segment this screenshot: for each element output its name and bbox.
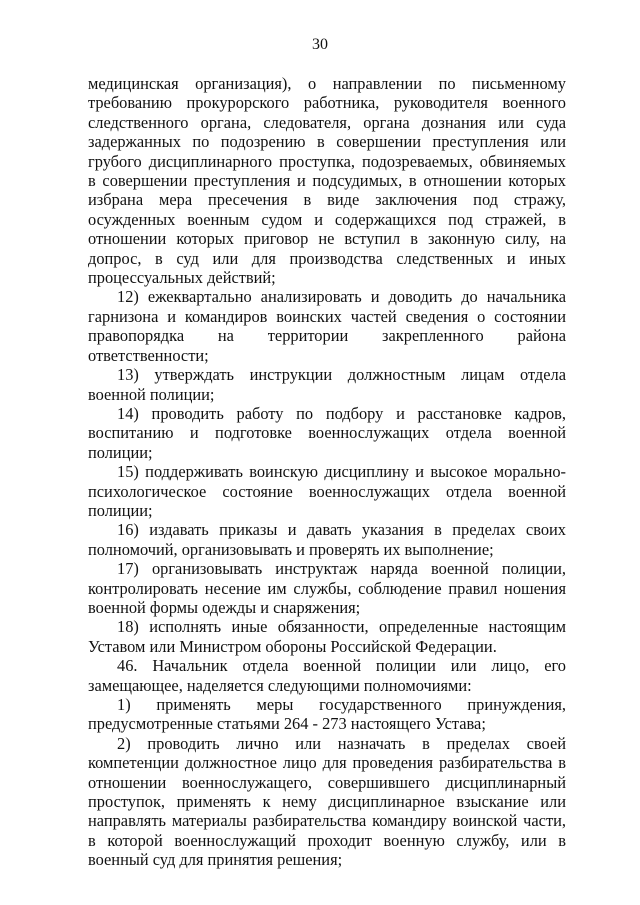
paragraph-item-12: 12) ежеквартально анализировать и доводить до начальника гарнизона и командиров воинских частей сведения о состоянии правопорядка на территории закрепленного района ответственности; [88, 287, 566, 365]
paragraph-item-17: 17) организовывать инструктаж наряда военной полиции, контролировать несение им службы, соблюдение правил ношения военной формы одежды и снаряжения; [88, 559, 566, 617]
paragraph-article-46: 46. Начальник отдела военной полиции или лицо, его замещающее, наделяется следующими полномочиями: [88, 656, 566, 695]
paragraph-continuation: медицинская организация), о направлении по письменному требованию прокурорского работника, руководителя военного следственного органа, следователя, органа дознания или суда задержанных по подозрению в совершении преступления или грубого дисциплинарного проступка, подозреваемых, обвиняемых в совершении преступления и подсудимых, в отношении которых избрана мера пресечения в виде заключения под стражу, осужденных военным судом и содержащихся под стражей, в отношении которых приговор не вступил в законную силу, на допрос, в суд или для производства следственных и иных процессуальных действий; [88, 74, 566, 288]
paragraph-item-13: 13) утверждать инструкции должностным лицам отдела военной полиции; [88, 365, 566, 404]
paragraph-item-14: 14) проводить работу по подбору и расстановке кадров, воспитанию и подготовке военнослужащих отдела военной полиции; [88, 403, 566, 462]
document-body [88, 74, 566, 870]
paragraph-item-18: 18) исполнять иные обязанности, определенные настоящим Уставом или Министром обороны Российской Федерации. [88, 617, 566, 656]
paragraph-item-16: 16) издавать приказы и давать указания в пределах своих полномочий, организовывать и проверять их выполнение; [88, 520, 566, 559]
paragraph-power-2: 2) проводить лично или назначать в пределах своей компетенции должностное лицо для проведения разбирательства в отношении военнослужащего, совершившего дисциплинарный проступок, применять к нему дисциплинарное взыскание или направлять материалы разбирательства командиру воинской части, в которой военнослужащий проходит военную службу, или в военный суд для принятия решения; [88, 733, 566, 870]
paragraph-power-1: 1) применять меры государственного принуждения, предусмотренные статьями 264 - 273 настоящего Устава; [88, 695, 566, 734]
paragraph-item-15: 15) поддерживать воинскую дисциплину и высокое морально-психологическое состояние военнослужащих отдела военной полиции; [88, 462, 566, 520]
page-number: 30 [312, 36, 328, 53]
